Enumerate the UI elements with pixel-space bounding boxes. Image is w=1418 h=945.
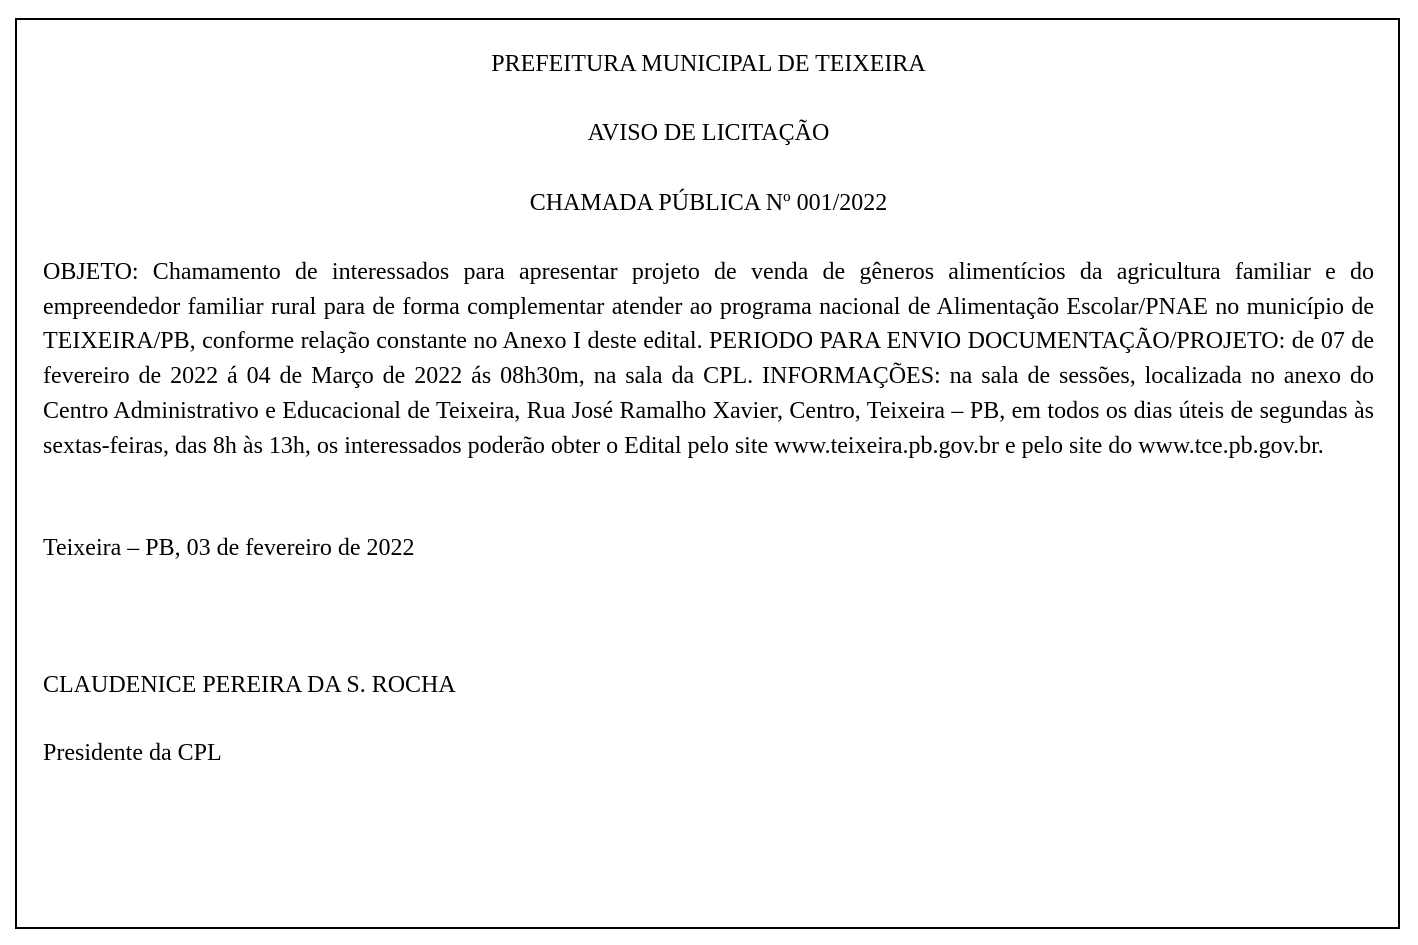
notice-type-title: AVISO DE LICITAÇÃO bbox=[587, 120, 830, 146]
call-number-title: CHAMADA PÚBLICA Nº 001/2022 bbox=[529, 190, 888, 216]
signer-name: CLAUDENICE PEREIRA DA S. ROCHA bbox=[43, 672, 456, 698]
institution-title: PREFEITURA MUNICIPAL DE TEIXEIRA bbox=[491, 51, 926, 77]
place-date: Teixeira – PB, 03 de fevereiro de 2022 bbox=[43, 535, 415, 561]
signer-role: Presidente da CPL bbox=[43, 740, 222, 766]
document-border bbox=[15, 18, 1400, 929]
notice-body-text: OBJETO: Chamamento de interessados para apresentar projeto de venda de gêneros alimentícios da agricultura familiar e do empreendedor familiar rural para de forma complementar atender ao programa nacional de Alimentação Escolar/PNAE no município de TEIXEIRA/PB, conforme relação constante no Anexo I deste edital. PERIODO PARA ENVIO DOCUMENTAÇÃO/PROJETO: de 07 de fevereiro de 2022 á 04 de Março de 2022 ás 08h30m, na sala da CPL. INFORMAÇÕES: na sala de sessões, localizada no anexo do Centro Administrativo e Educacional de Teixeira, Rua José Ramalho Xavier, Centro, Teixeira – PB, em todos os dias úteis de segundas às sextas-feiras, das 8h às 13h, os interessados poderão obter o Edital pelo site www.teixeira.pb.gov.br e pelo site do www.tce.pb.gov.br. bbox=[43, 259, 1374, 459]
